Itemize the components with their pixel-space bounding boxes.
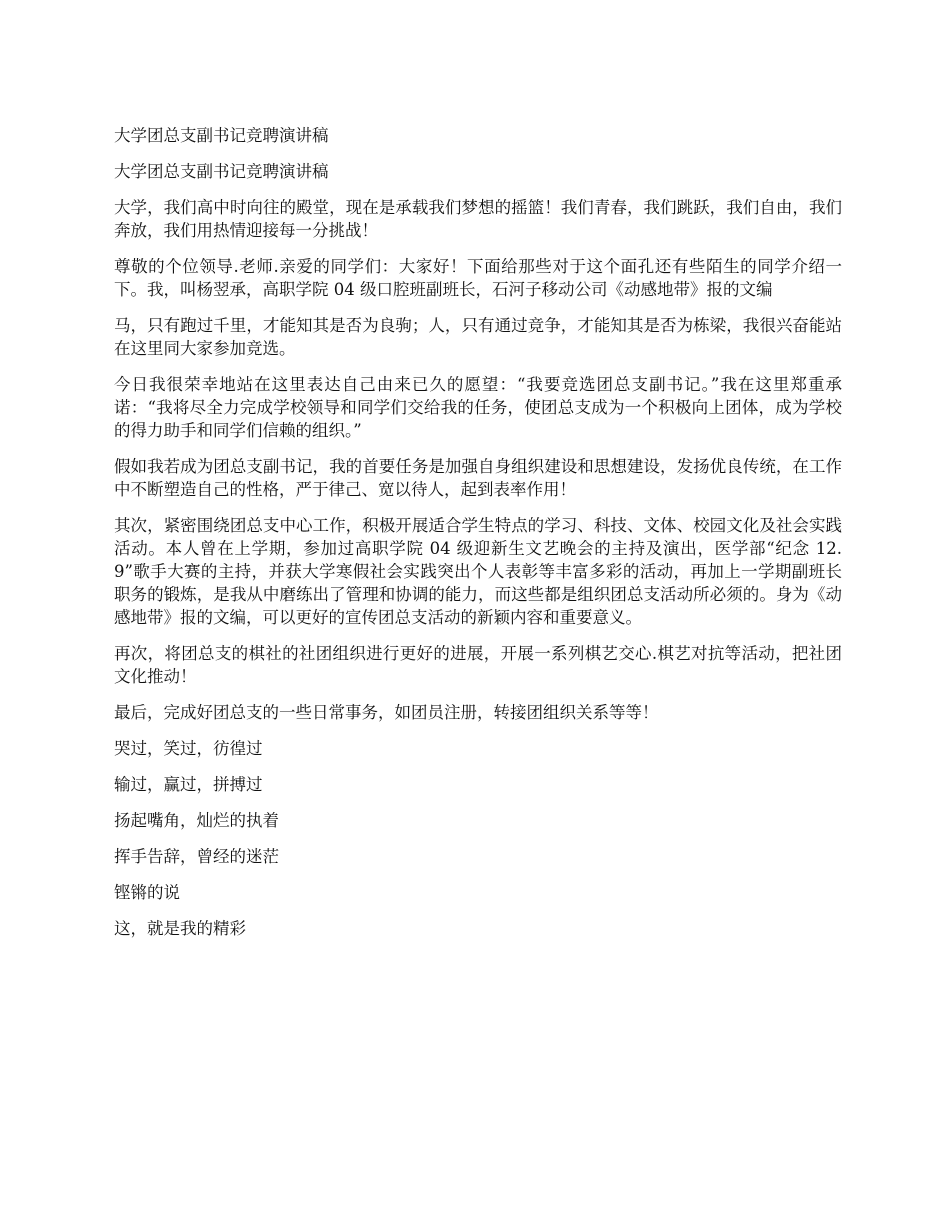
- poem-line: 铿锵的说: [114, 883, 180, 902]
- poem-line: 哭过，笑过，彷徨过: [114, 739, 263, 758]
- poem-line: 挥手告辞，曾经的迷茫: [114, 847, 279, 866]
- paragraph: 马，只有跑过千里，才能知其是否为良驹；人，只有通过竞争，才能知其是否为栋梁，我很兴奋能站在这里同大家参加竞选。: [114, 316, 842, 358]
- poem-line: 输过，赢过，拼搏过: [114, 775, 263, 794]
- document-title: 大学团总支副书记竞聘演讲稿: [114, 126, 329, 145]
- paragraph: 再次，将团总支的棋社的社团组织进行更好的进展，开展一系列棋艺交心.棋艺对抗等活动，把社团文化推动！: [114, 644, 842, 686]
- paragraph: 最后，完成好团总支的一些日常事务，如团员注册，转接团组织关系等等！: [114, 703, 659, 722]
- document-page: [114, 124, 842, 953]
- paragraph: 今日我很荣幸地站在这里表达自己由来已久的愿望：“我要竞选团总支副书记。”我在这里郑重承诺：“我将尽全力完成学校领导和同学们交给我的任务，使团总支成为一个积极向上团体，成为学校的得力助手和同学们信赖的组织。”: [114, 375, 842, 440]
- poem-line: 扬起嘴角，灿烂的执着: [114, 811, 279, 830]
- document-subtitle: 大学团总支副书记竞聘演讲稿: [114, 162, 329, 181]
- paragraph: 大学，我们高中时向往的殿堂，现在是承载我们梦想的摇篮！我们青春，我们跳跃，我们自由，我们奔放，我们用热情迎接每一分挑战！: [114, 198, 842, 240]
- paragraph: 假如我若成为团总支副书记，我的首要任务是加强自身组织建设和思想建设，发扬优良传统，在工作中不断塑造自己的性格，严于律己、宽以待人，起到表率作用！: [114, 457, 842, 499]
- paragraph: 其次，紧密围绕团总支中心工作，积极开展适合学生特点的学习、科技、文体、校园文化及社会实践活动。本人曾在上学期，参加过高职学院 04 级迎新生文艺晚会的主持及演出，医学部“纪念 12.9”歌手大赛的主持，并获大学寒假社会实践突出个人表彰等丰富多彩的活动，再加上一学期副班长职务的锻炼，是我从中磨练出了管理和协调的能力，而这些都是组织团总支活动所必须的。身为《动感地带》报的文编，可以更好的宣传团总支活动的新颖内容和重要意义。: [114, 516, 842, 627]
- poem-line: 这，就是我的精彩: [114, 919, 246, 938]
- paragraph: 尊敬的个位领导.老师.亲爱的同学们：大家好！下面给那些对于这个面孔还有些陌生的同学介绍一下。我，叫杨翌承，高职学院 04 级口腔班副班长，石河子移动公司《动感地带》报的文编: [114, 257, 842, 299]
